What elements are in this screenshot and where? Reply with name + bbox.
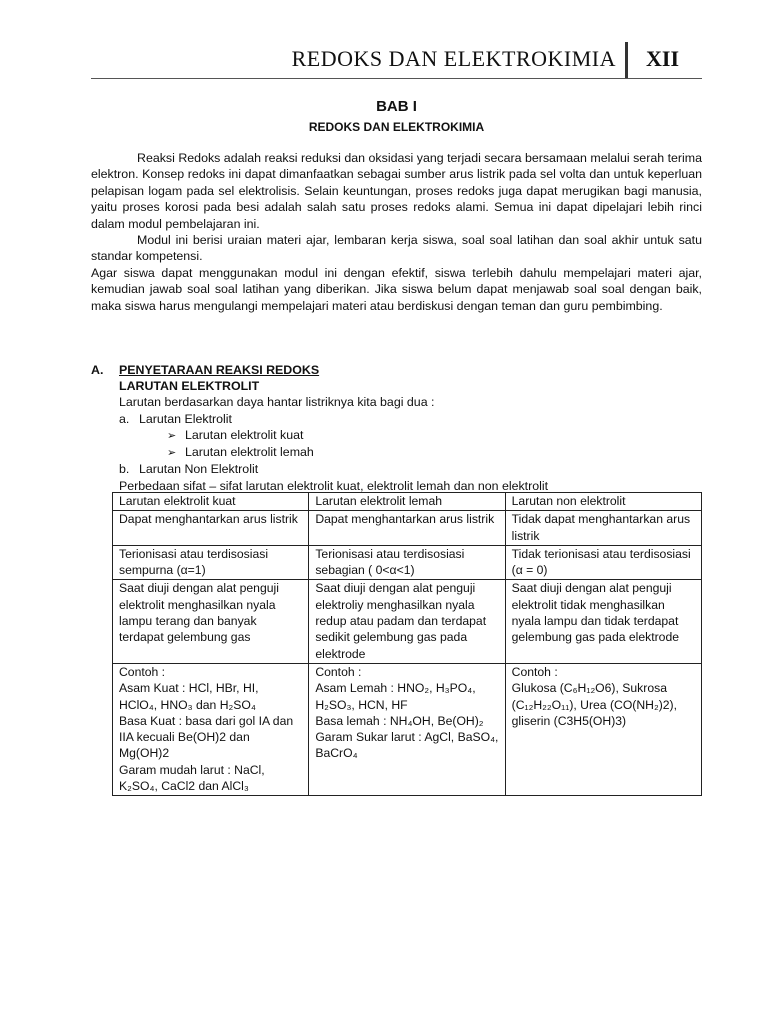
table-cell: Saat diuji dengan alat penguji elektrolit tidak menghasilkan nyala lampu dan tidak terdapat gelembung gas pada elektrode: [505, 580, 701, 663]
arrow-bullet-icon: ➢: [167, 429, 177, 442]
example-line: Contoh :: [119, 664, 166, 679]
example-line: Contoh :: [315, 664, 362, 679]
example-line: Basa lemah : NH₄OH, Be(OH)₂: [315, 713, 484, 728]
list-item-b-text: Larutan Non Elektrolit: [139, 462, 259, 477]
table-header-row: [113, 493, 702, 511]
table-cell: Dapat menghantarkan arus listrik: [309, 511, 505, 546]
table-header-cell: Larutan elektrolit lemah: [309, 493, 505, 511]
table-header-cell: Larutan non elektrolit: [505, 493, 701, 511]
example-line: Garam Sukar larut : AgCl, BaSO₄, BaCrO₄: [315, 730, 499, 761]
table-row-examples: [113, 663, 702, 795]
list-marker-b: b.: [119, 462, 130, 477]
table-cell-examples: [309, 663, 505, 795]
bullet-item-text: Larutan elektrolit kuat: [185, 427, 304, 442]
example-line: HClO₄, HNO₃ dan H₂SO₄: [119, 697, 256, 712]
header-number: XII: [646, 46, 680, 71]
example-line: Basa Kuat : basa dari gol IA dan IIA kecuali Be(OH)2 dan Mg(OH)2: [119, 713, 294, 761]
chapter-title: REDOKS DAN ELEKTROKIMIA: [308, 120, 485, 134]
bullet-item-text: Larutan elektrolit lemah: [185, 445, 314, 460]
example-line: Asam Lemah : HNO₂, H₃PO₄, H₂SO₃, HCN, HF: [315, 681, 476, 712]
table-cell: Saat diuji dengan alat penguji elektroliy menghasilkan nyala redup atau padam dan terdapat sedikit gelembung gas pada elektrode: [309, 580, 505, 663]
table-cell: Terionisasi atau terdisosiasi sempurna (α=1): [113, 545, 309, 580]
table-row: [113, 580, 702, 663]
section-body: [119, 378, 702, 494]
table-cell-examples: [505, 663, 701, 795]
header-divider: [625, 42, 628, 78]
table-row: [113, 545, 702, 580]
section-lead: Larutan berdasarkan daya hantar listriknya kita bagi dua :: [119, 395, 435, 410]
properties-table: [112, 492, 702, 796]
section-title: PENYETARAAN REAKSI REDOKS: [119, 363, 320, 377]
arrow-bullet-icon: ➢: [167, 447, 177, 460]
table-row: [113, 511, 702, 546]
chapter-label: BAB I: [376, 98, 417, 115]
table-cell: Tidak terionisasi atau terdisosiasi (α = 0): [505, 545, 701, 580]
page-header: [0, 0, 768, 80]
example-line: Contoh :: [511, 664, 558, 679]
section-subtitle: LARUTAN ELEKTROLIT: [119, 379, 260, 393]
intro-paragraph-2: Modul ini berisi uraian materi ajar, lembaran kerja siswa, soal soal latihan dan soal akhir untuk satu standar kompetensi.: [91, 233, 702, 264]
list-item-a-text: Larutan Elektrolit: [139, 411, 232, 426]
table-cell-examples: [113, 663, 309, 795]
list-item-b: [119, 461, 702, 477]
intro-paragraph-3: Agar siswa dapat menggunakan modul ini dengan efektif, siswa terlebih dahulu mempelajari materi ajar, kemudian jawab soal soal latihan yang diberikan. Jika siswa belum dapat menjawab soal soal dengan baik, maka siswa harus mengulangi mempelajari materi atau berdiskusi dengan teman dan guru pembimbing.: [91, 265, 702, 313]
example-line: Garam mudah larut : NaCl, K₂SO₄, CaCl2 dan AlCl₃: [119, 762, 265, 794]
list-marker-a: a.: [119, 411, 130, 426]
table-cell: Saat diuji dengan alat penguji elektrolit menghasilkan nyala lampu terang dan banyak terdapat gelembung gas: [113, 580, 309, 663]
header-title: REDOKS DAN ELEKTROKIMIA: [291, 46, 616, 71]
section-letter: A.: [91, 363, 104, 377]
list-item-a: [119, 411, 702, 427]
example-line: Asam Kuat : HCl, HBr, HI,: [119, 681, 259, 696]
table-header-cell: Larutan elektrolit kuat: [113, 493, 309, 511]
table-cell: Dapat menghantarkan arus listrik: [113, 511, 309, 546]
compare-lead: Perbedaan sifat – sifat larutan elektrolit kuat, elektrolit lemah dan non elektrolit: [119, 478, 549, 493]
bullet-item: [119, 444, 702, 461]
bullet-item: [119, 427, 702, 444]
intro-text: [91, 150, 702, 314]
example-line: Glukosa (C₆H₁₂O6), Sukrosa (C₁₂H₂₂O₁₁), Urea (CO(NH₂)2), gliserin (C3H5(OH)3): [511, 681, 677, 728]
intro-paragraph-1: Reaksi Redoks adalah reaksi reduksi dan oksidasi yang terjadi secara bersamaan melalui serah terima elektron. Konsep redoks ini dapat dimanfaatkan sebagai sumber arus listrik pada sel volta dan untuk keperluan pelapisan logam pada sel elektrolisis. Selain keuntungan, proses redoks juga dapat merugikan bagi manusia, yaitu proses korosi pada besi adalah salah satu proses redoks alami. Semua ini dapat dipelajari lebih rinci dalam modul pembelajaran ini.: [91, 151, 702, 231]
table-cell: Tidak dapat menghantarkan arus listrik: [505, 511, 701, 546]
table-cell: Terionisasi atau terdisosiasi sebagian ( 0<α<1): [309, 545, 505, 580]
header-rule: [91, 78, 702, 79]
